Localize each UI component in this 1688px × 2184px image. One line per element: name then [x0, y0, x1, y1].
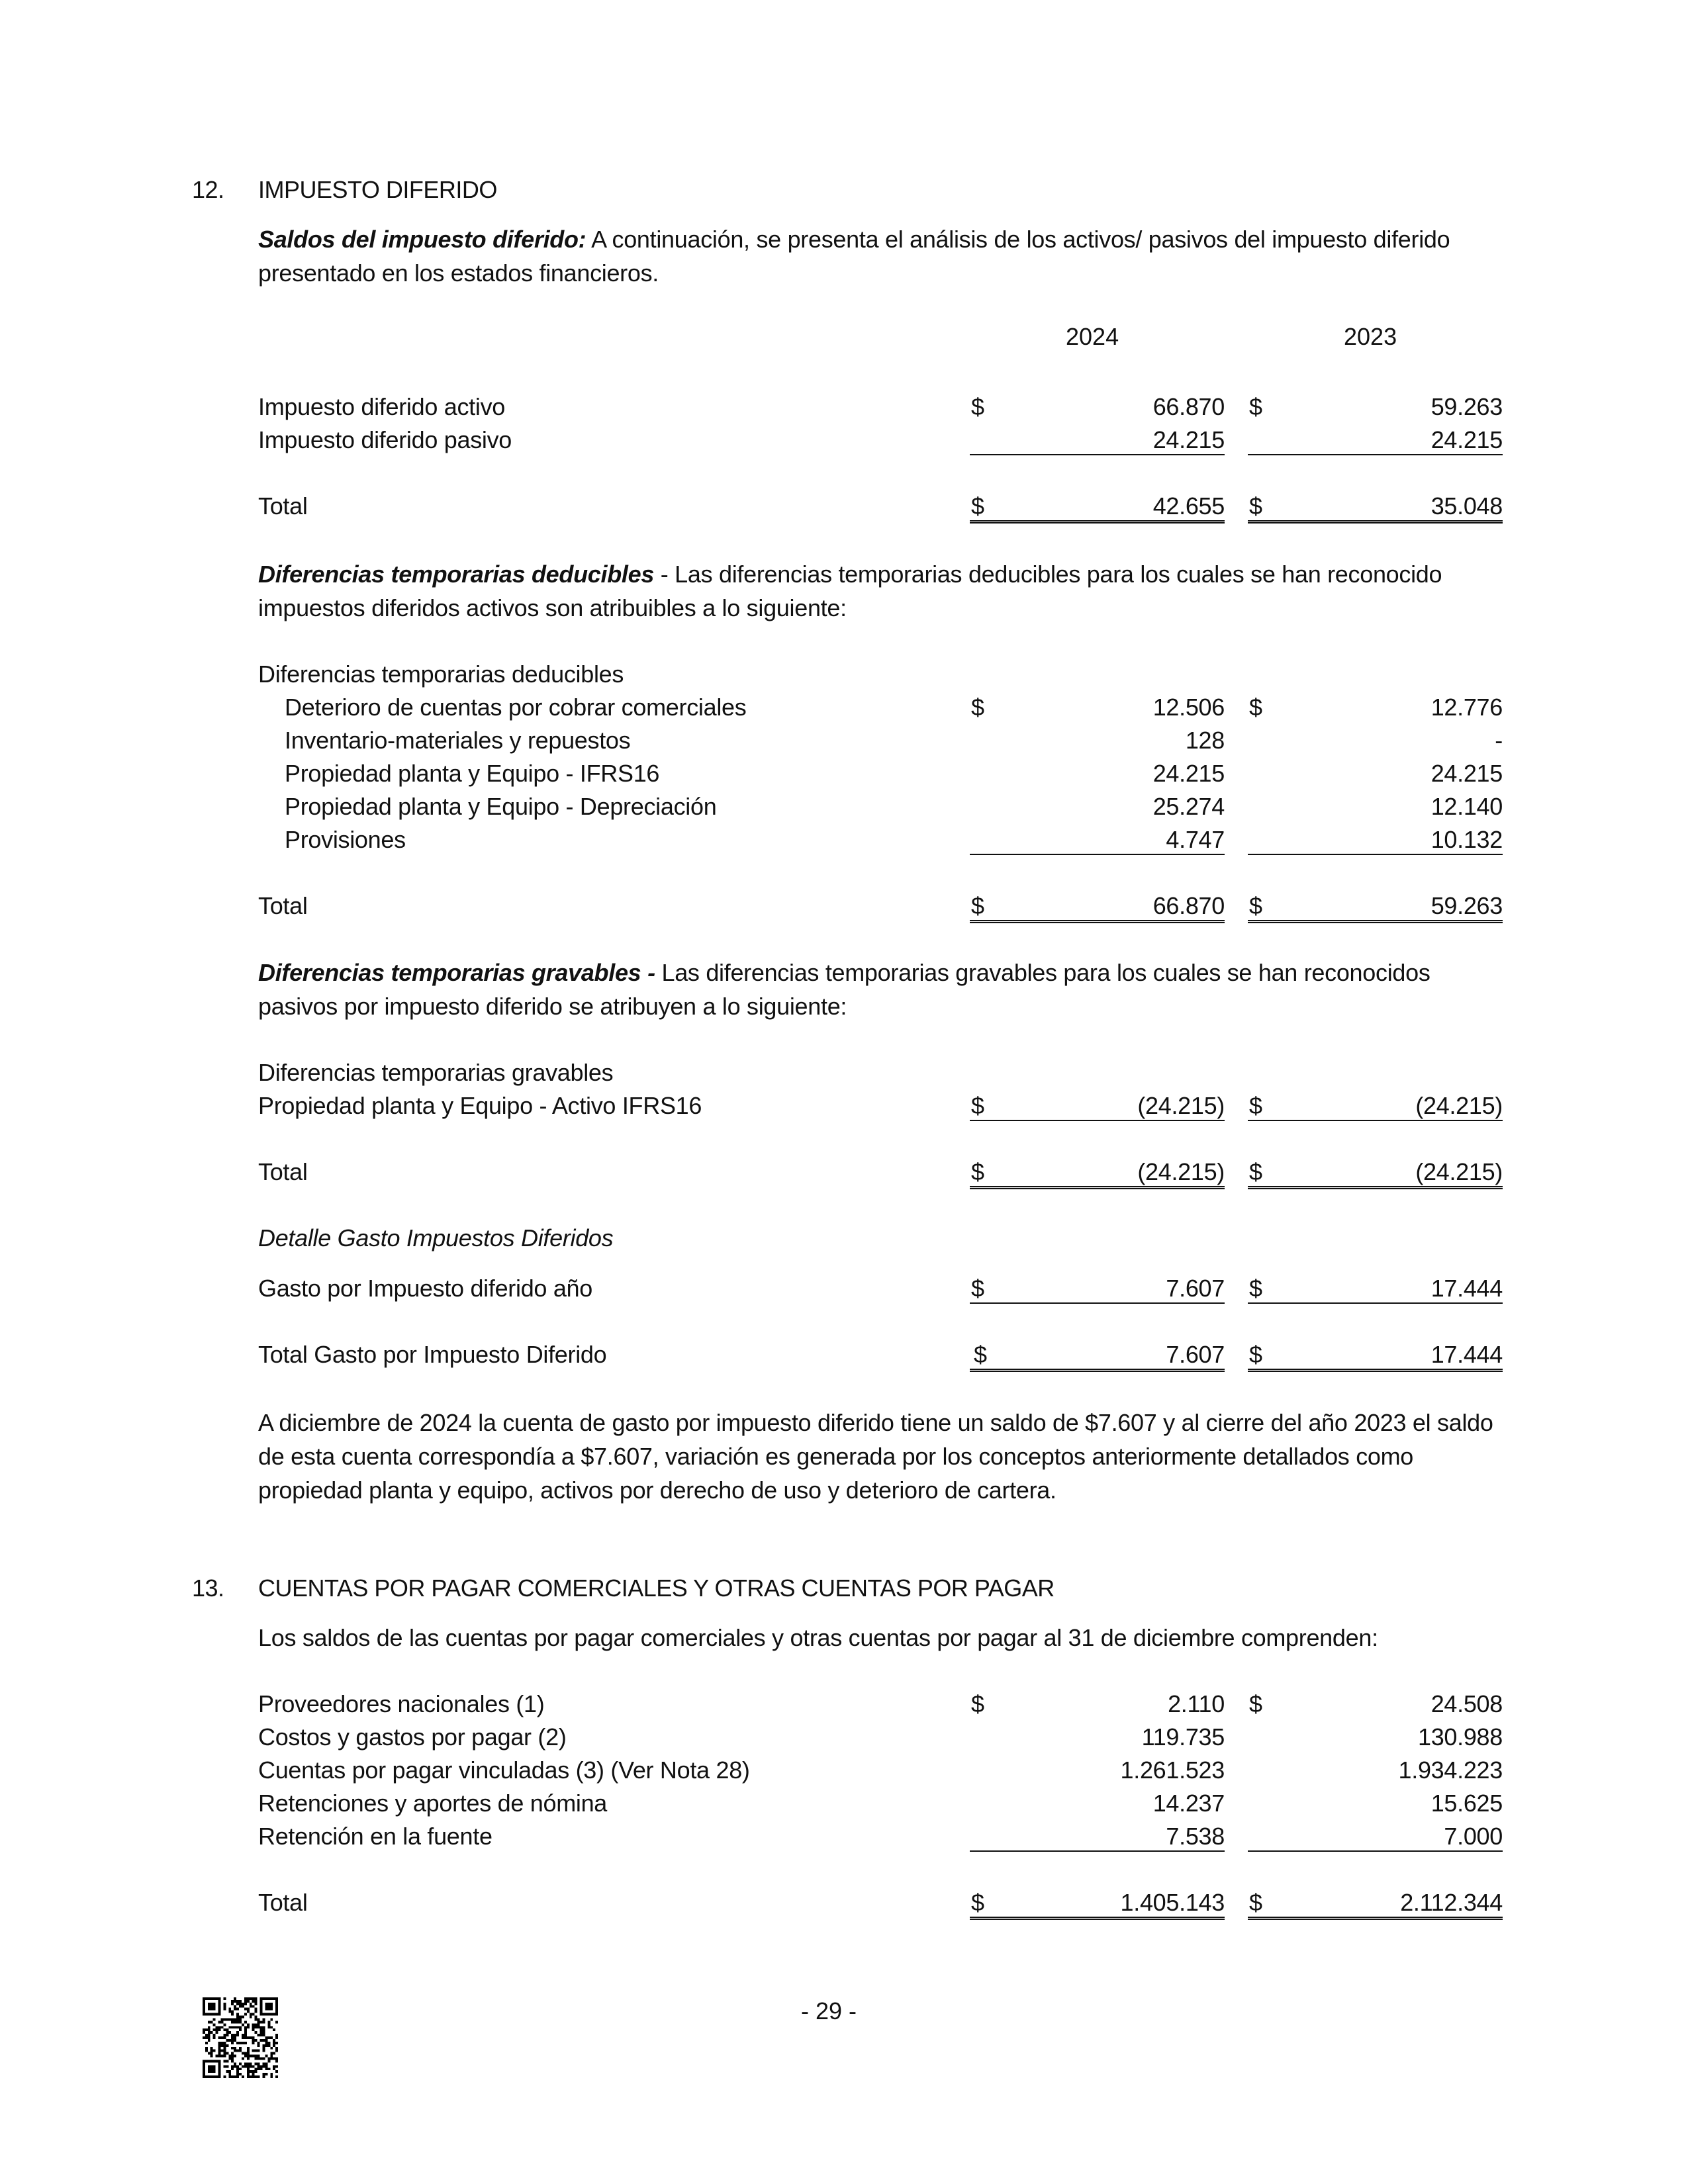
currency-sign: $	[971, 393, 984, 420]
deducibles-lead: Diferencias temporarias deducibles	[258, 561, 655, 588]
group-label: Diferencias temporarias deducibles	[258, 660, 624, 688]
deducibles-text: - Las diferencias temporarias deducibles para los cuales se han reconocido impuestos diferidos activos son atribuibles a lo siguiente:	[258, 561, 1442, 621]
intro-paragraph	[258, 222, 1516, 290]
total-row	[258, 1338, 1503, 1371]
row-label: Cuentas por pagar vinculadas (3) (Ver Nota 28)	[258, 1756, 750, 1784]
intro-lead: Saldos del impuesto diferido:	[258, 226, 586, 253]
table-row	[258, 790, 1503, 823]
section-title: CUENTAS POR PAGAR COMERCIALES Y OTRAS CUENTAS POR PAGAR	[258, 1574, 1055, 1602]
value-2023: 17.444	[1430, 1275, 1503, 1302]
value-2024: 24.215	[1152, 760, 1225, 787]
total-2024: 42.655	[1152, 492, 1225, 520]
table-row	[258, 691, 1503, 724]
table-row	[258, 757, 1503, 790]
table-row	[258, 823, 1503, 856]
group-label-row	[258, 1056, 1503, 1089]
row-label: Retenciones y aportes de nómina	[258, 1790, 608, 1817]
currency-sign: $	[1249, 393, 1262, 420]
value-2023: 24.215	[1430, 426, 1503, 453]
currency-sign: $	[971, 694, 984, 721]
intro-text: A continuación, se presenta el análisis de los activos/ pasivos del impuesto diferido presentado en los estados financieros.	[258, 226, 1450, 287]
total-row	[258, 1156, 1503, 1189]
section-number: 12.	[192, 176, 224, 203]
total-2023: (24.215)	[1415, 1158, 1503, 1185]
row-label: Propiedad planta y Equipo - IFRS16	[285, 760, 660, 787]
total-2023: 59.263	[1430, 892, 1503, 919]
table-row	[258, 1787, 1503, 1820]
value-2023: 12.776	[1430, 694, 1503, 721]
closing-paragraph: A diciembre de 2024 la cuenta de gasto por impuesto diferido tiene un saldo de $7.607 y al cierre del año 2023 el saldo de esta cuenta correspondía a $7.607, variación es generada por los conceptos anteriormente detallados como propiedad planta y equipo, activos por derecho de uso y deterioro de cartera.	[258, 1409, 1493, 1504]
row-label: Proveedores nacionales (1)	[258, 1690, 545, 1717]
currency-sign: $	[971, 1690, 984, 1717]
value-2023: 59.263	[1430, 393, 1503, 420]
total-2024: (24.215)	[1137, 1158, 1225, 1185]
value-2024: 128	[1185, 727, 1225, 754]
row-label: Impuesto diferido activo	[258, 393, 505, 420]
value-2023: 12.140	[1430, 793, 1503, 820]
row-label: Deterioro de cuentas por cobrar comerciales	[285, 694, 747, 721]
table-row	[258, 1721, 1503, 1754]
value-2024: 2.110	[1168, 1690, 1225, 1717]
section-number: 13.	[192, 1574, 224, 1602]
total-label: Total	[258, 1158, 308, 1185]
total-label: Total	[258, 492, 308, 520]
total-2023: 17.444	[1430, 1341, 1503, 1368]
value-2023: 10.132	[1430, 826, 1503, 853]
group-label: Diferencias temporarias gravables	[258, 1059, 614, 1086]
row-label: Retención en la fuente	[258, 1823, 492, 1850]
total-2024: 66.870	[1152, 892, 1225, 919]
table-row	[258, 724, 1503, 757]
value-2023: -	[1495, 727, 1503, 754]
currency-sign: $	[1249, 1092, 1262, 1119]
section-title: IMPUESTO DIFERIDO	[258, 176, 497, 203]
total-label: Total	[258, 1889, 308, 1916]
value-2023: 15.625	[1430, 1790, 1503, 1817]
currency-sign: $	[1249, 892, 1262, 919]
qr-code-icon	[202, 1997, 279, 2078]
currency-sign: $	[1249, 1690, 1262, 1717]
group-label-row	[258, 658, 1503, 691]
currency-sign: $	[971, 492, 984, 520]
total-2024: 7.607	[1166, 1341, 1225, 1368]
row-label: Costos y gastos por pagar (2)	[258, 1723, 567, 1751]
value-2024: 7.607	[1166, 1275, 1225, 1302]
total-label: Total	[258, 892, 308, 919]
value-2024: 119.735	[1141, 1723, 1225, 1751]
table-row	[258, 1754, 1503, 1787]
row-label: Propiedad planta y Equipo - Activo IFRS16	[258, 1092, 702, 1119]
gravables-paragraph	[258, 956, 1516, 1023]
table-row	[258, 424, 1503, 457]
value-2024: 1.261.523	[1120, 1756, 1225, 1784]
value-2023: 24.508	[1430, 1690, 1503, 1717]
table-row	[258, 1272, 1503, 1305]
value-2024: 25.274	[1152, 793, 1225, 820]
currency-sign: $	[1249, 1158, 1262, 1185]
value-2023: (24.215)	[1415, 1092, 1503, 1119]
currency-sign: $	[1249, 492, 1262, 520]
value-2024: 7.538	[1166, 1823, 1225, 1850]
gravables-text: Las diferencias temporarias gravables para los cuales se han reconocidos pasivos por impuesto diferido se atribuyen a lo siguiente:	[258, 959, 1430, 1020]
total-row	[258, 490, 1503, 523]
total-row	[258, 889, 1503, 923]
value-2023: 130.988	[1417, 1723, 1503, 1751]
row-label: Propiedad planta y Equipo - Depreciación	[285, 793, 717, 820]
value-2023: 24.215	[1430, 760, 1503, 787]
row-label: Gasto por Impuesto diferido año	[258, 1275, 593, 1302]
value-2024: 24.215	[1152, 426, 1225, 453]
value-2024: 66.870	[1152, 393, 1225, 420]
currency-sign: $	[1249, 1275, 1262, 1302]
value-2023: 1.934.223	[1398, 1756, 1503, 1784]
currency-sign: $	[1249, 694, 1262, 721]
currency-sign: $	[1249, 1889, 1262, 1916]
row-label: Impuesto diferido pasivo	[258, 426, 512, 453]
page-number: - 29 -	[801, 1997, 857, 2025]
currency-sign: $	[971, 892, 984, 919]
value-2024: (24.215)	[1137, 1092, 1225, 1119]
table-row	[258, 1089, 1503, 1122]
table-row	[258, 1688, 1503, 1721]
deducibles-paragraph	[258, 557, 1516, 625]
value-2024: 14.237	[1152, 1790, 1225, 1817]
row-label: Provisiones	[285, 826, 406, 853]
value-2024: 4.747	[1166, 826, 1225, 853]
section-intro: Los saldos de las cuentas por pagar comerciales y otras cuentas por pagar al 31 de diciembre comprenden:	[258, 1624, 1378, 1651]
gasto-subtitle: Detalle Gasto Impuestos Diferidos	[258, 1224, 614, 1251]
total-2024: 1.405.143	[1120, 1889, 1225, 1916]
row-label: Inventario-materiales y repuestos	[285, 727, 631, 754]
total-2023: 35.048	[1430, 492, 1503, 520]
total-label: Total Gasto por Impuesto Diferido	[258, 1341, 607, 1368]
total-2023: 2.112.344	[1400, 1889, 1503, 1916]
column-header-2023: 2023	[1344, 323, 1397, 350]
currency-sign: $	[971, 1092, 984, 1119]
currency-sign: $	[971, 1158, 984, 1185]
column-header-2024: 2024	[1066, 323, 1119, 350]
total-row	[258, 1886, 1503, 1919]
currency-sign: $	[971, 1275, 984, 1302]
value-2024: 12.506	[1152, 694, 1225, 721]
table-row	[258, 390, 1503, 424]
value-2023: 7.000	[1444, 1823, 1503, 1850]
currency-sign: $	[974, 1341, 987, 1368]
table-row	[258, 1820, 1503, 1853]
currency-sign: $	[971, 1889, 984, 1916]
currency-sign: $	[1249, 1341, 1262, 1368]
gravables-lead: Diferencias temporarias gravables -	[258, 959, 655, 986]
